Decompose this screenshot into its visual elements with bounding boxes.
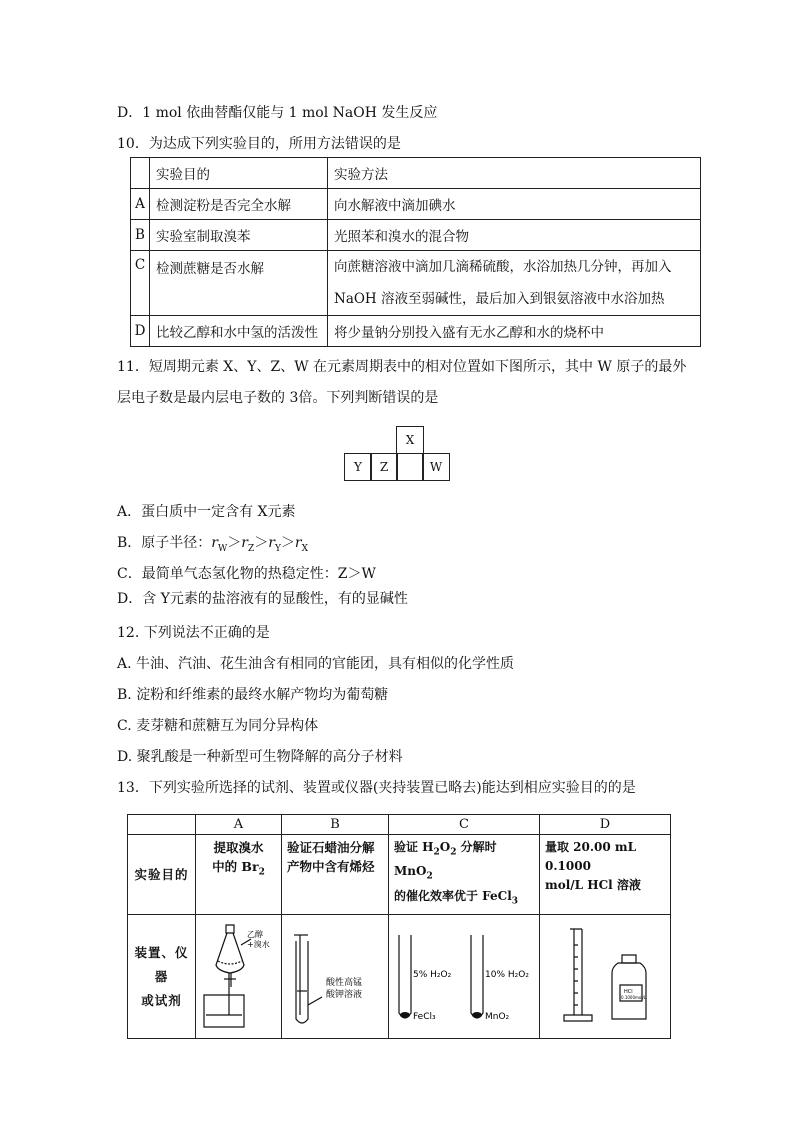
- q13-table: [127, 814, 671, 1039]
- row-method: 光照苯和溴水的混合物: [328, 220, 701, 251]
- q11-stem-line2: 层电子数是最内层电子数的 3倍。下列判断错误的是: [117, 390, 439, 406]
- c-apparatus: [388, 915, 539, 1039]
- method-header: 实验方法: [328, 158, 701, 189]
- q13-stem: 13．下列实验所选择的试剂、装置或仪器(夹持装置已略去)能达到相应实验目的的是: [117, 780, 636, 796]
- q10-stem: 10．为达成下列实验目的，所用方法错误的是: [117, 136, 401, 152]
- q11-option-d: D．含 Y元素的盐溶液有的显酸性，有的显碱性: [117, 591, 408, 607]
- row-label: C: [131, 251, 150, 316]
- d-purpose: 量取 20.00 mL 0.1000 mol/L HCl 溶液: [540, 835, 671, 915]
- q12-option-c: C. 麦芽糖和蔗糖互为同分异构体: [117, 718, 319, 734]
- q11-option-c: C．最简单气态氢化物的热稳定性：Z＞W: [117, 566, 376, 582]
- a-apparatus: [195, 915, 281, 1039]
- q12-option-a: A. 牛油、汽油、花生油含有相同的官能团，具有相似的化学性质: [117, 656, 515, 672]
- table-row: [131, 220, 701, 251]
- col-header: B: [281, 815, 388, 835]
- table-row: [131, 189, 701, 220]
- table-row: [131, 251, 701, 316]
- col-header: D: [540, 815, 671, 835]
- q12-option-b: B. 淀粉和纤维素的最终水解产物均为葡萄糖: [117, 687, 389, 703]
- cell-y: Y: [344, 453, 372, 481]
- col-header: A: [195, 815, 281, 835]
- cell-x: X: [396, 426, 424, 454]
- cell-w: W: [422, 453, 450, 481]
- q12-option-d: D. 聚乳酸是一种新型可生物降解的高分子材料: [117, 749, 403, 765]
- row-label-purpose: 实验目的: [128, 835, 196, 915]
- d-apparatus: [540, 915, 671, 1039]
- row-purpose: 检测蔗糖是否水解: [150, 251, 328, 316]
- d-bottle-label-1: HCl: [624, 989, 633, 996]
- a-label-1: 乙醇: [246, 930, 263, 940]
- c-right-top: 10% H₂O₂: [484, 970, 529, 981]
- q10-table: [130, 157, 701, 347]
- row-method: 向蔗糖溶液中滴加几滴稀硫酸，水浴加热几分钟，再加入 NaOH 溶液至弱碱性，最后加入到银氨溶液中水浴加热: [328, 251, 701, 316]
- q12-stem: 12. 下列说法不正确的是: [117, 625, 270, 641]
- row-label: B: [131, 220, 150, 251]
- cell-empty: [396, 453, 424, 481]
- table-row: [128, 835, 671, 915]
- row-purpose: 比较乙醇和水中氢的活泼性: [150, 316, 328, 347]
- q11-stem-line1: 11．短周期元素 X、Y、Z、W 在元素周期表中的相对位置如下图所示，其中 W 原子的最外: [117, 359, 687, 375]
- q11-option-a: A．蛋白质中一定含有 X元素: [117, 504, 296, 520]
- b-label-1: 酸性高锰: [325, 978, 362, 989]
- row-method: 将少量钠分别投入盛有无水乙醇和水的烧杯中: [328, 316, 701, 347]
- col-header: C: [388, 815, 539, 835]
- a-purpose: 提取溴水 中的 $Br_2$: [195, 835, 281, 915]
- separatory-funnel-figure: [196, 915, 272, 1033]
- c-right-bottom: MnO₂: [484, 1012, 510, 1023]
- q11-option-b: B．原子半径：$r_W>r_Z>r_Y>r_X$: [117, 535, 309, 554]
- c-purpose: 验证 $H_2O_2$ 分解时 MnO$_2$ 的催化效率优于 FeCl$_3$: [388, 835, 539, 915]
- a-label-2: +溴水: [246, 940, 270, 950]
- row-label: A: [131, 189, 150, 220]
- c-left-top: 5% H₂O₂: [412, 970, 452, 981]
- row-label: D: [131, 316, 150, 347]
- row-purpose: 检测淀粉是否完全水解: [150, 189, 328, 220]
- test-tube-figure: [282, 915, 388, 1033]
- purpose-header: 实验目的: [150, 158, 328, 189]
- table-row: [128, 915, 671, 1039]
- cylinder-bottle-figure: [540, 915, 670, 1033]
- c-left-bottom: FeCl₃: [412, 1012, 436, 1023]
- q9-option-d: D．1 mol 依曲替酯仅能与 1 mol NaOH 发生反应: [117, 105, 438, 121]
- row-label-apparatus: 装置、仪器 或试剂: [128, 915, 196, 1039]
- d-bottle-label-2: 0.1000mol/L: [621, 995, 647, 1001]
- table-row: [131, 316, 701, 347]
- cell-z: Z: [370, 453, 398, 481]
- b-label-2: 酸钾溶液: [325, 990, 362, 1001]
- row-purpose: 实验室制取溴苯: [150, 220, 328, 251]
- table-row: [128, 815, 671, 835]
- row-method: 向水解液中滴加碘水: [328, 189, 701, 220]
- b-apparatus: [281, 915, 388, 1039]
- table-row: [131, 158, 701, 189]
- tubes-figure: [389, 915, 539, 1033]
- b-purpose: 验证石蜡油分解 产物中含有烯烃: [281, 835, 388, 915]
